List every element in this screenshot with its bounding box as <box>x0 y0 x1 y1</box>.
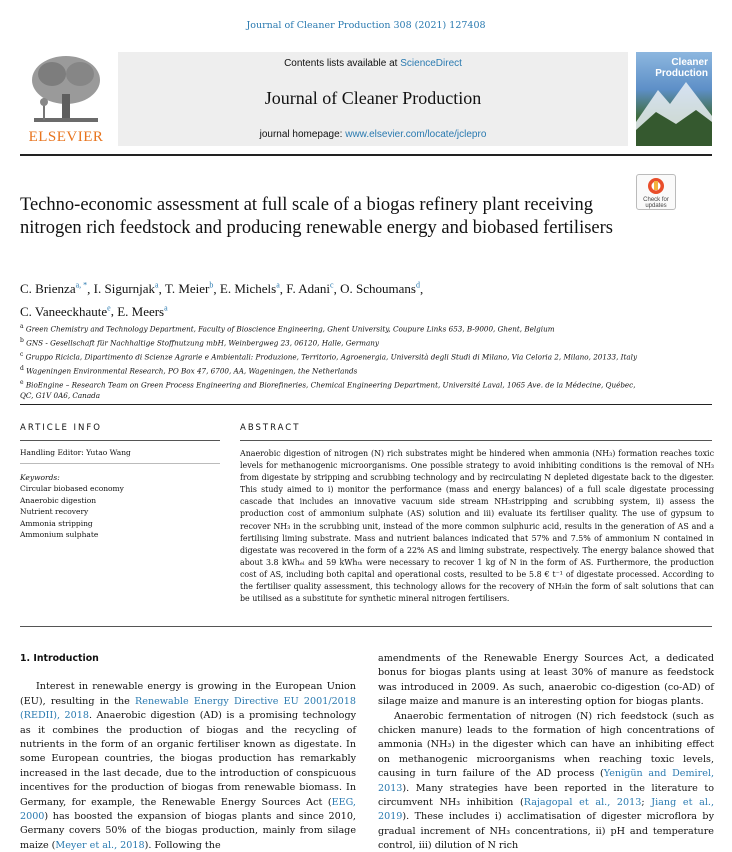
check-updates-icon <box>647 177 665 195</box>
keyword: Ammonium sulphate <box>20 530 99 540</box>
author[interactable]: C. Brienza$^{a, *}$ <box>20 281 88 297</box>
cover-title <box>655 58 708 79</box>
author[interactable]: E. Meers$^a$ <box>117 303 168 319</box>
citation-link[interactable]: Jiang et al., 2019 <box>378 797 714 823</box>
body-column-right <box>378 652 714 852</box>
check-updates-label-1: Check for <box>643 197 669 203</box>
homepage-line <box>118 129 628 140</box>
header-divider <box>20 154 712 156</box>
handling-editor: Handling Editor: Yutao Wang <box>20 448 131 457</box>
paragraph: Interest in renewable energy is growing in the European Union (EU), resulting in the Renewable Energy Directive EU 2001/2018 (REDII), 2018. Anaerobic digestion (AD) is a promising technology as it combines the production of biogas and the recycling of nutrients in the form of an organic fertiliser known as digestate. In some European countries, the biogas production has remarkably increased in the last decade, due to the introduction of conspicuous incentives for the production of biogas from renewable biomass. In Germany, for example, the Renewable Energy Sources Act (EEG, 2000) has boosted the expansion of biogas plants and since 2010, Germany covers 50% of the biogas production, mainly from silage maize (Meyer et al., 2018). Following the <box>20 681 357 851</box>
citation-link[interactable]: Yenigün and Demirel, 2013 <box>378 768 714 794</box>
journal-citation[interactable]: Journal of Cleaner Production 308 (2021) 127408 <box>246 20 486 31</box>
affiliation: $^d$ Wageningen Environmental Research, PO Box 47, 6700, AA, Wageningen, the Netherlands <box>20 364 358 376</box>
affiliation: $^e$ BioEngine – Research Team on Green Process Engineering and Biorefineries, Chemical Engineering Department, Université Laval, 1065 Ave. de la Médecine, Québec, QC, G1V 0A6, Canada <box>20 378 636 401</box>
contents-prefix: Contents lists available at <box>284 58 401 69</box>
citation-link[interactable]: EEG, 2000 <box>20 796 356 823</box>
elsevier-logo[interactable] <box>20 52 112 146</box>
affiliation-divider <box>20 404 712 405</box>
author[interactable]: C. Vaneeckhaute$^e$ <box>20 303 111 319</box>
author[interactable]: I. Sigurnjak$^a$ <box>93 281 159 297</box>
elsevier-tree-icon <box>28 54 104 126</box>
abstract-bottom-rule <box>20 626 712 627</box>
keyword: Circular biobased economy <box>20 484 124 494</box>
author-list: C. Brienza$^{a, *}$, I. Sigurnjak$^a$, T. Meier$^b$, E. Michels$^a$, F. Adani$^c$, O. Schoumans$^d$, C. Vaneeckhaute$^e$, E. Meers$^a$ <box>20 281 424 319</box>
article-info-heading: ARTICLE INFO <box>20 423 102 433</box>
article-title: Techno-economic assessment at full scale of a biogas refinery plant receiving nitrogen rich feedstock and producing renewable energy and biobased fertilisers <box>20 195 613 238</box>
keyword: Ammonia stripping <box>20 518 93 528</box>
cover-title-line2: Production <box>655 67 708 79</box>
affiliation: $^c$ Gruppo Ricicla, Dipartimento di Scienze Agrarie e Ambientali: Produzione, Territorio, Agroenergia, Università degli Studi di Milano, Via Celoria 2, Milano, 20133, Italy <box>20 350 638 362</box>
check-for-updates-button[interactable] <box>636 174 676 210</box>
abstract-heading: ABSTRACT <box>240 423 301 433</box>
affiliation: $^b$ GNS - Gesellschaft für Nachhaltige Stoffnutzung mbH, Weinbergweg 23, 06120, Halle, Germany <box>20 336 379 348</box>
publisher-name: ELSEVIER <box>28 129 104 145</box>
check-updates-label-2: updates <box>645 203 667 209</box>
homepage-prefix: journal homepage: <box>259 129 346 140</box>
paragraph: Anaerobic fermentation of nitrogen (N) rich feedstock (such as chicken manure) leads to the formation of high concentrations of ammonia (NH₃) in the digester which can have an inhibiting effect on methanogenic microorganisms when reaching toxic levels, causing in turn failure of the AD process (Yenigün and Demirel, 2013). Many strategies have been reported in the literature to circumvent NH₃ inhibition (Rajagopal et al., 2013; Jiang et al., 2019). These includes i) acclimatisation of digester microflora by gradual increment of NH₃ concentrations, ii) pH and temperature control, iii) dilution of N rich <box>378 710 714 852</box>
body-column-left <box>20 652 356 852</box>
handling-editor-rule <box>20 463 220 464</box>
author[interactable]: F. Adani$^c$ <box>286 281 334 297</box>
journal-homepage-link[interactable]: www.elsevier.com/locate/jclepro <box>345 129 487 140</box>
abstract-rule <box>240 440 712 441</box>
author[interactable]: T. Meier$^b$ <box>164 281 214 297</box>
keyword: Nutrient recovery <box>20 507 89 517</box>
keywords-label: Keywords: <box>20 473 60 482</box>
paragraph: amendments of the Renewable Energy Sources Act, a dedicated bonus for biogas plants using at least 30% of manure as feedstock was introduced in 2009. As such, anaerobic co-digestion (co-AD) of silage maize and manure is an interesting option for biogas plants. <box>378 653 714 708</box>
citation-link[interactable]: Rajagopal et al., 2013 <box>523 797 642 809</box>
article-info-rule <box>20 440 220 441</box>
cover-title-line1: Cleaner <box>671 57 708 68</box>
journal-title[interactable]: Journal of Cleaner Production <box>264 88 482 108</box>
abstract-text: Anaerobic digestion of nitrogen (N) rich substrates might be hindered when ammonia (NH₃) formation reaches toxic levels for methanogenic microorganisms. One possible strategy to avoid inhibiting conditions is the removal of NH₃ from digestate by stripping and scrubbing technology and by recirculating N depleted digestate back to the digester. This study aimed to i) monitor the performance (mass and energy balances) of a full scale digestate processing cascade that includes an innovative vacuum side stream NH₃stripping and scrubbing system, ii) assess the production cost of ammonium sulphate (AS) solution and iii) evaluate its fertiliser quality. The use of gypsum to recover NH₃ in the scrubbing unit, instead of the more common sulphuric acid, results in the generation of AS and a fertilising liming substrate. Mass and nutrient balances indicated that 57% and 7.5% of ammonium N contained in digestate was recovered in the form of a 22% AS and liming substrate, respectively. The energy balance showed that about 3.8 kWhₑₗ and 59 kWhₜₕ were necessary to recover 1 kg of N in the form of AS. Furthermore, the production cost of AS, including both capital and operational costs, resulted to be 5.8 € t⁻¹ of digestate processed. According to the fertiliser quality assessment, this technology allows for the recovery of NH₃in the form of salt solutions that can be utilised as a substitute for synthetic mineral nitrogen fertilisers. <box>240 449 714 604</box>
masthead <box>20 52 712 146</box>
keywords-block <box>20 472 124 540</box>
affiliation: $^a$ Green Chemistry and Technology Department, Faculty of Bioscience Engineering, Ghent University, Coupure Links 653, B-9000, Ghent, Belgium <box>20 323 555 334</box>
keyword: Anaerobic digestion <box>20 495 97 505</box>
affiliations <box>20 321 640 402</box>
introduction-heading: 1. Introduction <box>20 653 99 664</box>
author[interactable]: O. Schoumans$^d$ <box>340 281 420 297</box>
journal-cover-image[interactable] <box>636 52 712 146</box>
journal-header-box <box>118 52 628 146</box>
citation-link[interactable]: Meyer et al., 2018 <box>55 839 145 851</box>
author[interactable]: E. Michels$^a$ <box>219 281 280 297</box>
contents-line <box>118 58 628 69</box>
sciencedirect-link[interactable]: ScienceDirect <box>400 58 462 69</box>
citation-link[interactable]: Renewable Energy Directive EU 2001/2018 (REDII), 2018 <box>20 695 356 722</box>
